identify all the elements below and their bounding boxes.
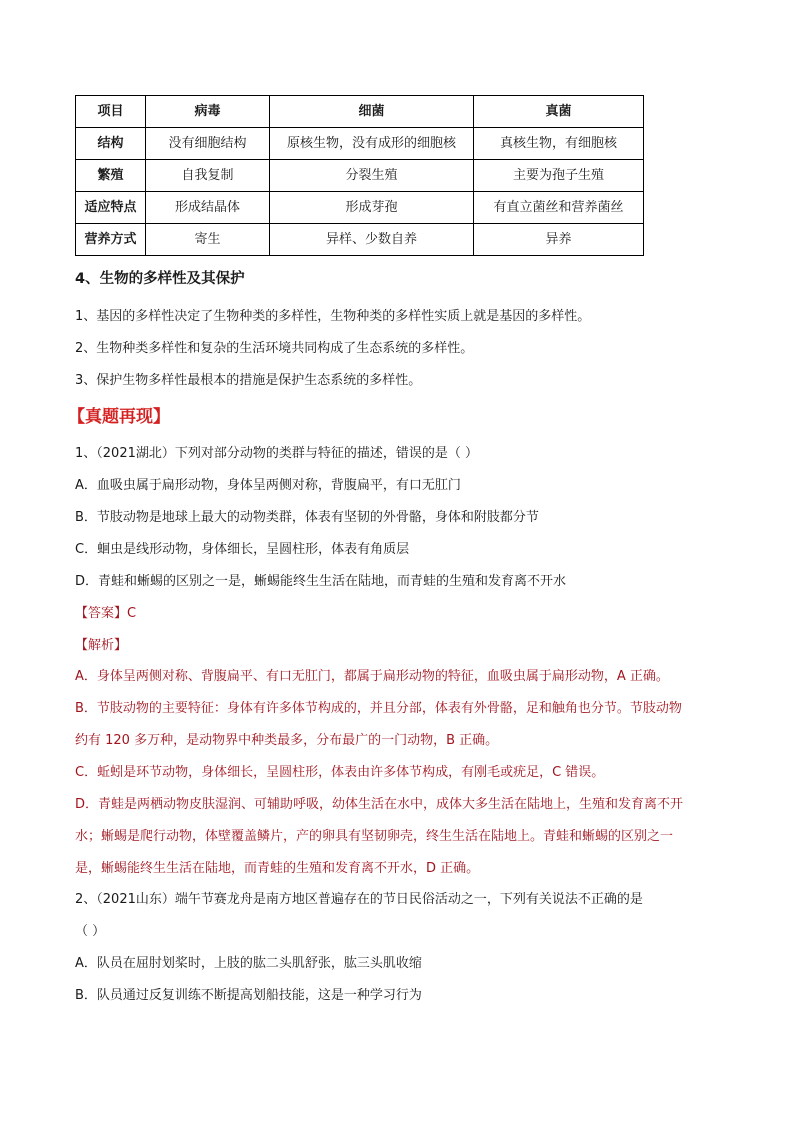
question-stem: 2、（2021山东）端午节赛龙舟是南方地区普遍存在的节日民俗活动之一，下列有关说法不正确的是 [75,892,643,907]
table-cell: 自我复制 [146,160,270,192]
table-header-cell: 细菌 [270,96,474,128]
question-option: B．队员通过反复训练不断提高划船技能，这是一种学习行为 [75,988,422,1003]
table-cell: 真核生物，有细胞核 [474,128,644,160]
table-cell: 异养 [474,224,644,256]
table-cell: 主要为孢子生殖 [474,160,644,192]
table-cell: 形成结晶体 [146,192,270,224]
table-row-label: 繁殖 [76,160,146,192]
analysis-line: 是，蜥蜴能终生生活在陆地，而青蛙的生殖和发育离不开水，D 正确。 [75,861,480,876]
analysis-line: B．节肢动物的主要特征：身体有许多体节构成的，并且分部，体表有外骨骼，足和触角也分节。节肢动物 [75,701,682,716]
question-option: A．队员在屈肘划桨时，上肢的肱二头肌舒张，肱三头肌收缩 [75,956,422,971]
table-cell: 没有细胞结构 [146,128,270,160]
table-cell: 异样、少数自养 [270,224,474,256]
table-row-label: 结构 [76,128,146,160]
analysis-label: 【解析】 [75,638,128,653]
analysis-line: A．身体呈两侧对称、背腹扁平、有口无肛门，都属于扁形动物的特征，血吸虫属于扁形动物，A 正确。 [75,669,669,684]
question-option: C．蛔虫是线形动物，身体细长，呈圆柱形，体表有角质层 [75,542,410,557]
answer-label: 【答案】C [75,606,137,621]
table-cell: 原核生物，没有成形的细胞核 [270,128,474,160]
table-header-cell: 病毒 [146,96,270,128]
question-option: A．血吸虫属于扁形动物，身体呈两侧对称，背腹扁平，有口无肛门 [75,478,461,493]
table-header-cell: 项目 [76,96,146,128]
question-stem-continuation: （ ） [75,924,106,939]
exam-section-heading: 【真题再现】 [68,407,170,427]
question-stem: 1、（2021湖北）下列对部分动物的类群与特征的描述，错误的是（ ） [75,446,478,461]
table-row-label: 营养方式 [76,224,146,256]
table-cell: 寄生 [146,224,270,256]
question-option: B．节肢动物是地球上最大的动物类群，体表有坚韧的外骨骼，身体和附肢都分节 [75,510,539,525]
table-header-row [76,96,644,128]
analysis-line: D．青蛙是两栖动物皮肤湿润、可辅助呼吸，幼体生活在水中，成体大多生活在陆地上，生殖和发育离不开 [75,797,684,812]
section-point: 2、生物种类多样性和复杂的生活环境共同构成了生态系统的多样性。 [75,341,474,356]
section-point: 3、保护生物多样性最根本的措施是保护生态系统的多样性。 [75,373,422,388]
comparison-table [75,95,644,256]
table-cell: 形成芽孢 [270,192,474,224]
table-cell: 有直立菌丝和营养菌丝 [474,192,644,224]
section-point: 1、基因的多样性决定了生物种类的多样性，生物种类的多样性实质上就是基因的多样性。 [75,309,591,324]
analysis-line: 约有 120 多万种，是动物界中种类最多，分布最广的一门动物，B 正确。 [75,733,499,748]
section-title: 4、生物的多样性及其保护 [75,271,245,287]
analysis-line: C．蚯蚓是环节动物，身体细长，呈圆柱形，体表由许多体节构成，有刚毛或疣足，C 错误。 [75,765,605,780]
table-row [76,224,644,256]
table-row [76,192,644,224]
table-row [76,128,644,160]
table-row-label: 适应特点 [76,192,146,224]
table-row [76,160,644,192]
analysis-line: 水；蜥蜴是爬行动物，体壁覆盖鳞片，产的卵具有坚韧卵壳，终生生活在陆地上。青蛙和蜥蜴的区别之一 [75,829,674,844]
table-cell: 分裂生殖 [270,160,474,192]
question-option: D．青蛙和蜥蜴的区别之一是，蜥蜴能终生生活在陆地，而青蛙的生殖和发育离不开水 [75,574,567,589]
table-header-cell: 真菌 [474,96,644,128]
